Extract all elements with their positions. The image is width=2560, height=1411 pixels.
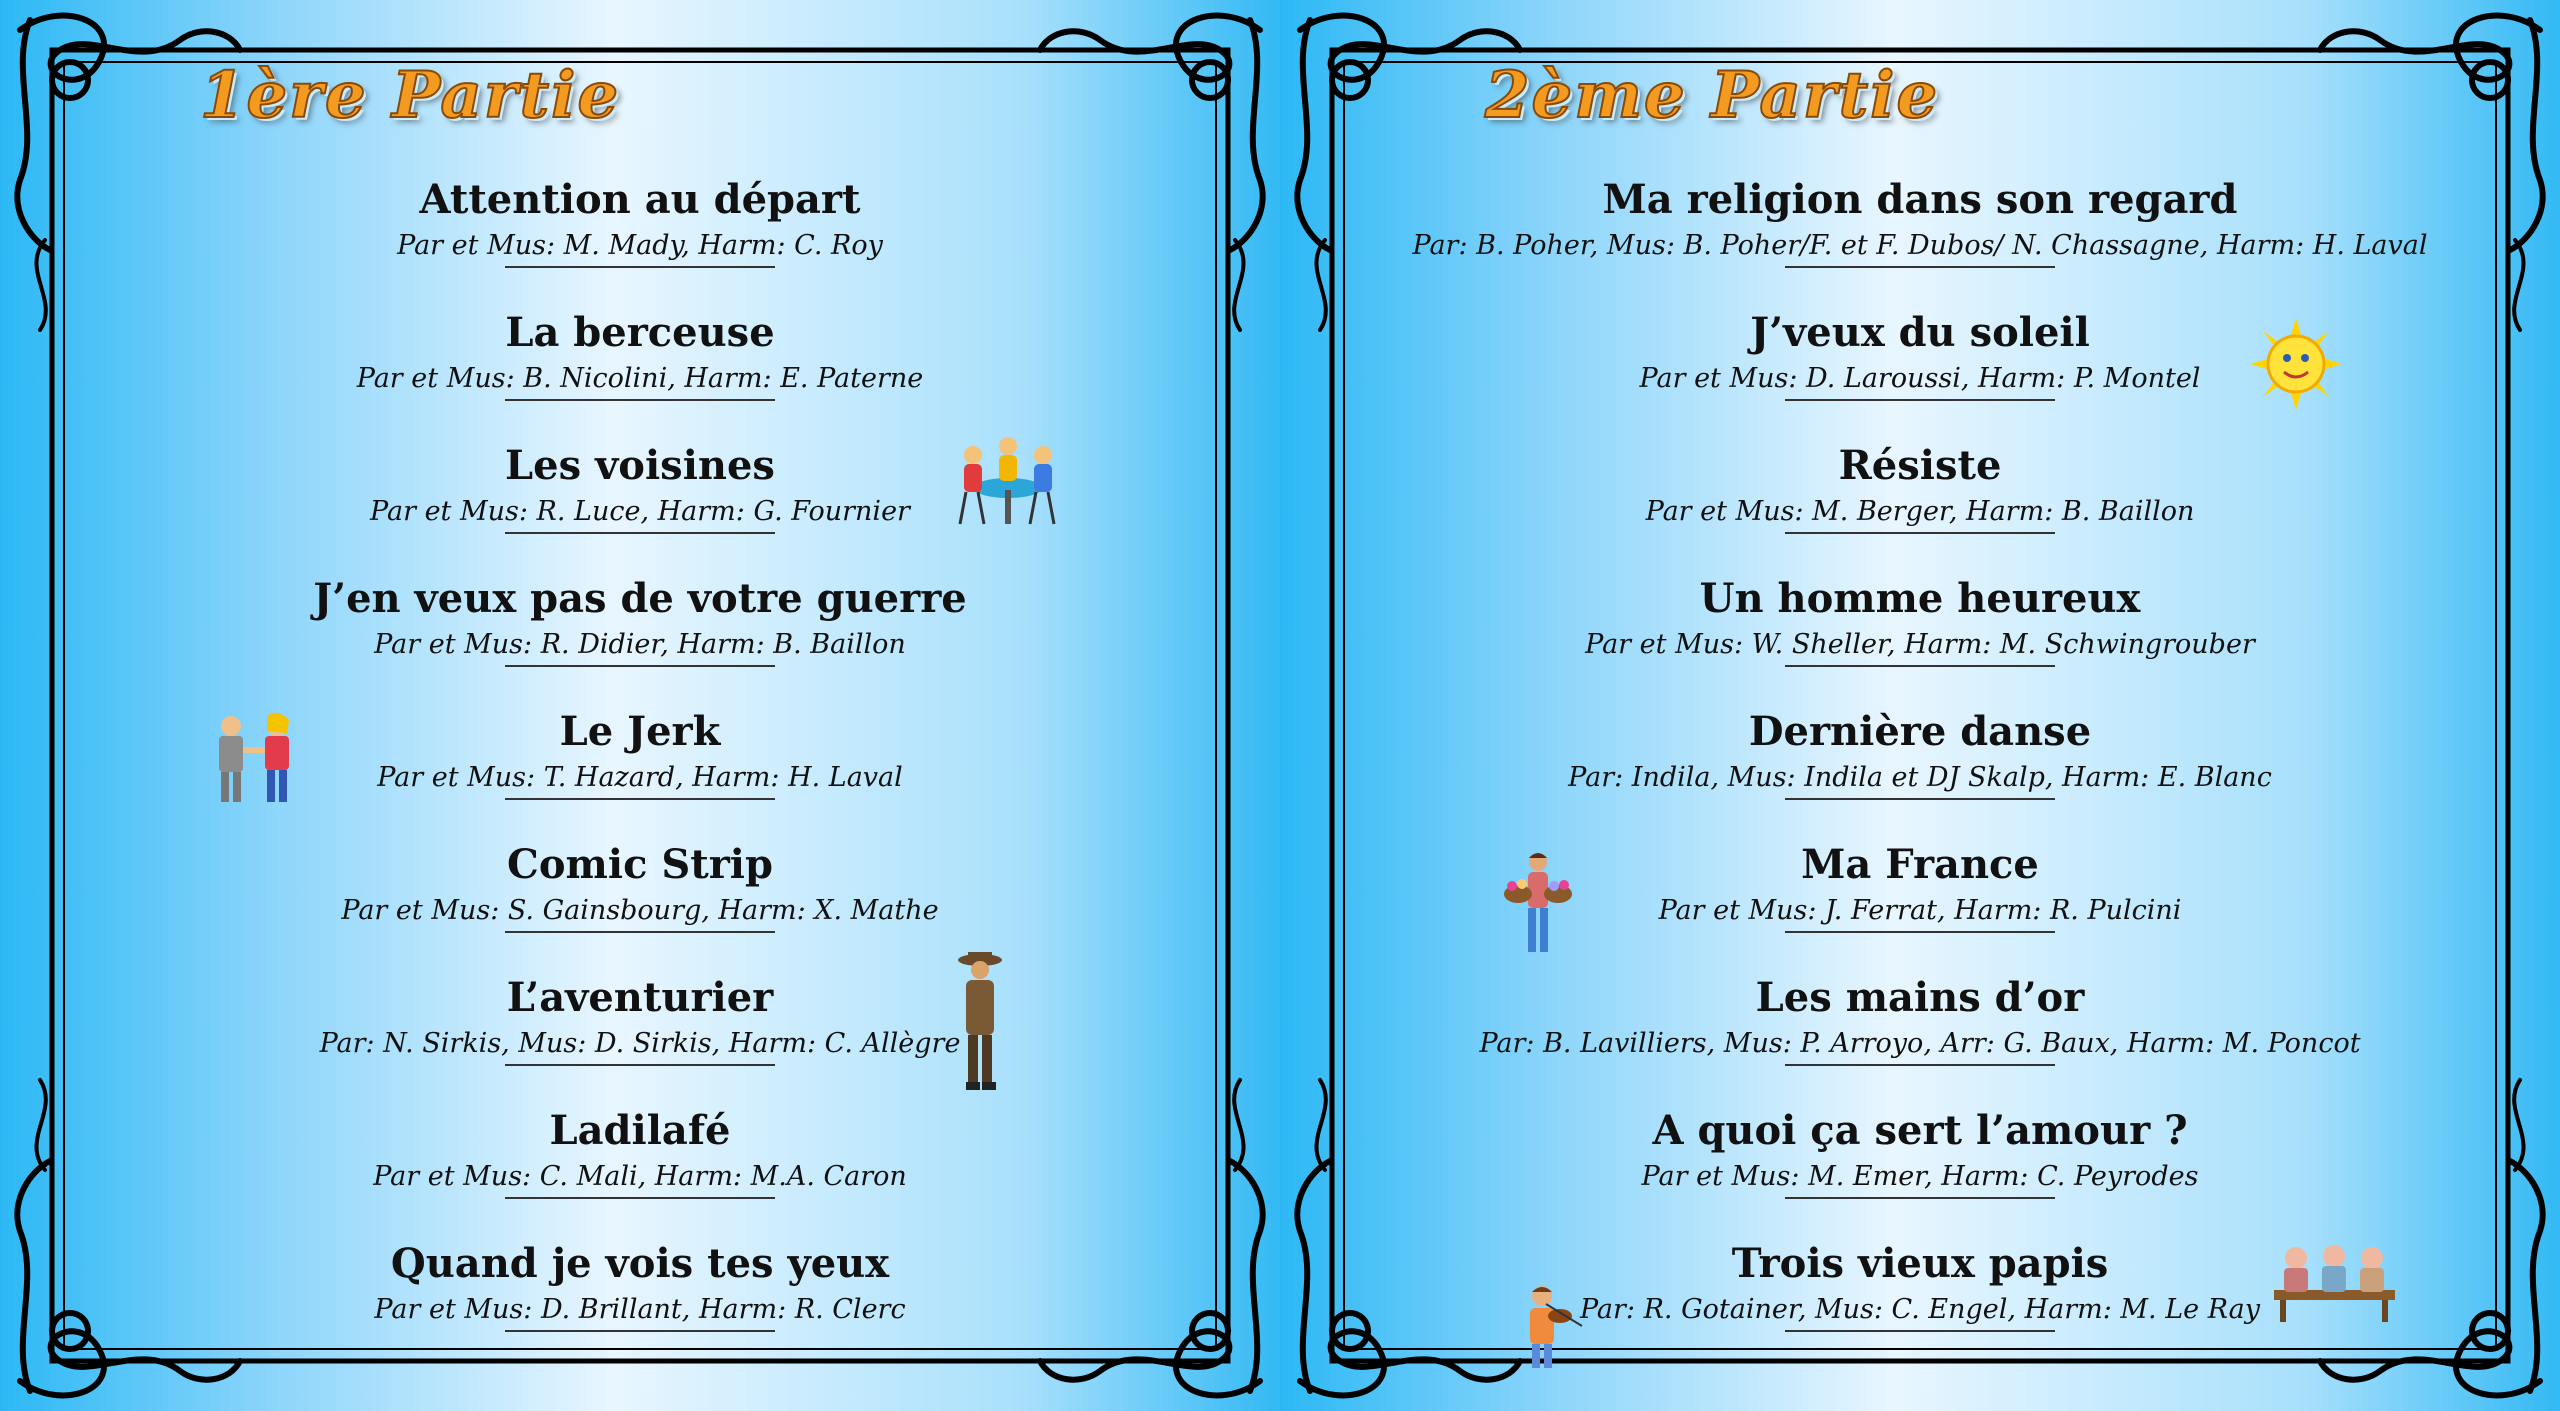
song-divider <box>1785 665 2055 667</box>
song-title: J’en veux pas de votre guerre <box>313 575 967 622</box>
song-divider <box>505 931 775 933</box>
song-entry <box>1280 841 2560 933</box>
three-old-men-bench-clipart <box>2272 1240 2397 1325</box>
song-credits: Par et Mus: J. Ferrat, Harm: R. Pulcini <box>1658 895 2182 926</box>
part-two-title: 2ème Partie <box>1485 58 1940 133</box>
song-title: L’aventurier <box>506 974 774 1021</box>
song-divider <box>1785 532 2055 534</box>
song-entry <box>0 708 1280 800</box>
song-credits: Par: N. Sirkis, Mus: D. Sirkis, Harm: C. Allègre <box>319 1028 961 1059</box>
song-entry <box>1280 309 2560 401</box>
song-title: Ma religion dans son regard <box>1602 176 2238 223</box>
song-divider <box>1785 798 2055 800</box>
song-entry <box>1280 442 2560 534</box>
song-divider <box>1785 1197 2055 1199</box>
song-credits: Par: B. Poher, Mus: B. Poher/F. et F. Dubos/ N. Chassagne, Harm: H. Laval <box>1412 230 2428 261</box>
song-entry <box>1280 176 2560 268</box>
song-title: Résiste <box>1838 442 2002 489</box>
song-title: J’veux du soleil <box>1750 309 2090 356</box>
song-divider <box>505 1064 775 1066</box>
song-entry <box>0 1240 1280 1332</box>
song-credits: Par et Mus: B. Nicolini, Harm: E. Paterne <box>356 363 924 394</box>
right-program-panel <box>1280 0 2560 1411</box>
song-title: Les mains d’or <box>1755 974 2085 1021</box>
song-entry <box>1280 1107 2560 1199</box>
song-title: La berceuse <box>505 309 775 356</box>
song-divider <box>505 798 775 800</box>
song-credits: Par et Mus: D. Laroussi, Harm: P. Montel <box>1639 363 2201 394</box>
song-entry <box>0 176 1280 268</box>
song-title: Ladilafé <box>549 1107 731 1154</box>
song-title: Les voisines <box>505 442 775 489</box>
song-divider <box>505 1330 775 1332</box>
song-title: Le Jerk <box>559 708 721 755</box>
song-credits: Par et Mus: D. Brillant, Harm: R. Clerc <box>374 1294 906 1325</box>
sun-clipart <box>2250 318 2342 410</box>
adventurer-clipart <box>950 950 1010 1095</box>
song-entry <box>0 974 1280 1066</box>
flower-seller-clipart <box>1500 850 1575 960</box>
song-credits: Par et Mus: M. Emer, Harm: C. Peyrodes <box>1641 1161 2199 1192</box>
song-title: Quand je vois tes yeux <box>390 1240 890 1287</box>
song-divider <box>1785 1330 2055 1332</box>
song-credits: Par: R. Gotainer, Mus: C. Engel, Harm: M. Le Ray <box>1579 1294 2261 1325</box>
song-entry <box>0 575 1280 667</box>
song-credits: Par et Mus: R. Luce, Harm: G. Fournier <box>370 496 910 527</box>
song-credits: Par: Indila, Mus: Indila et DJ Skalp, Harm: E. Blanc <box>1568 762 2272 793</box>
song-entry <box>1280 708 2560 800</box>
song-divider <box>1785 399 2055 401</box>
song-divider <box>505 1197 775 1199</box>
part-one-title: 1ère Partie <box>200 58 621 133</box>
song-entry <box>0 1107 1280 1199</box>
song-credits: Par et Mus: T. Hazard, Harm: H. Laval <box>377 762 903 793</box>
song-divider <box>505 399 775 401</box>
song-title: Comic Strip <box>507 841 773 888</box>
song-entry <box>1280 974 2560 1066</box>
song-divider <box>1785 266 2055 268</box>
song-title: Un homme heureux <box>1699 575 2141 622</box>
song-credits: Par et Mus: C. Mali, Harm: M.A. Caron <box>373 1161 907 1192</box>
song-credits: Par: B. Lavilliers, Mus: P. Arroyo, Arr: G. Baux, Harm: M. Poncot <box>1479 1028 2361 1059</box>
song-title: Ma France <box>1801 841 2039 888</box>
song-entry <box>0 841 1280 933</box>
song-title: Attention au départ <box>419 176 861 223</box>
song-credits: Par et Mus: W. Sheller, Harm: M. Schwingrouber <box>1585 629 2255 660</box>
song-divider <box>505 266 775 268</box>
song-credits: Par et Mus: R. Didier, Harm: B. Baillon <box>374 629 906 660</box>
song-entry <box>1280 575 2560 667</box>
song-entry <box>0 309 1280 401</box>
song-divider <box>1785 1064 2055 1066</box>
handshake-clipart <box>205 712 305 807</box>
song-title: Trois vieux papis <box>1731 1240 2109 1287</box>
violinist-clipart <box>1510 1282 1585 1372</box>
women-at-table-clipart <box>948 430 1068 530</box>
song-divider <box>505 532 775 534</box>
song-credits: Par et Mus: M. Berger, Harm: B. Baillon <box>1645 496 2195 527</box>
song-title: Dernière danse <box>1748 708 2092 755</box>
song-credits: Par et Mus: M. Mady, Harm: C. Roy <box>397 230 883 261</box>
song-credits: Par et Mus: S. Gainsbourg, Harm: X. Mathe <box>341 895 939 926</box>
song-entry <box>0 442 1280 534</box>
song-divider <box>1785 931 2055 933</box>
song-title: A quoi ça sert l’amour ? <box>1652 1107 2188 1154</box>
song-divider <box>505 665 775 667</box>
